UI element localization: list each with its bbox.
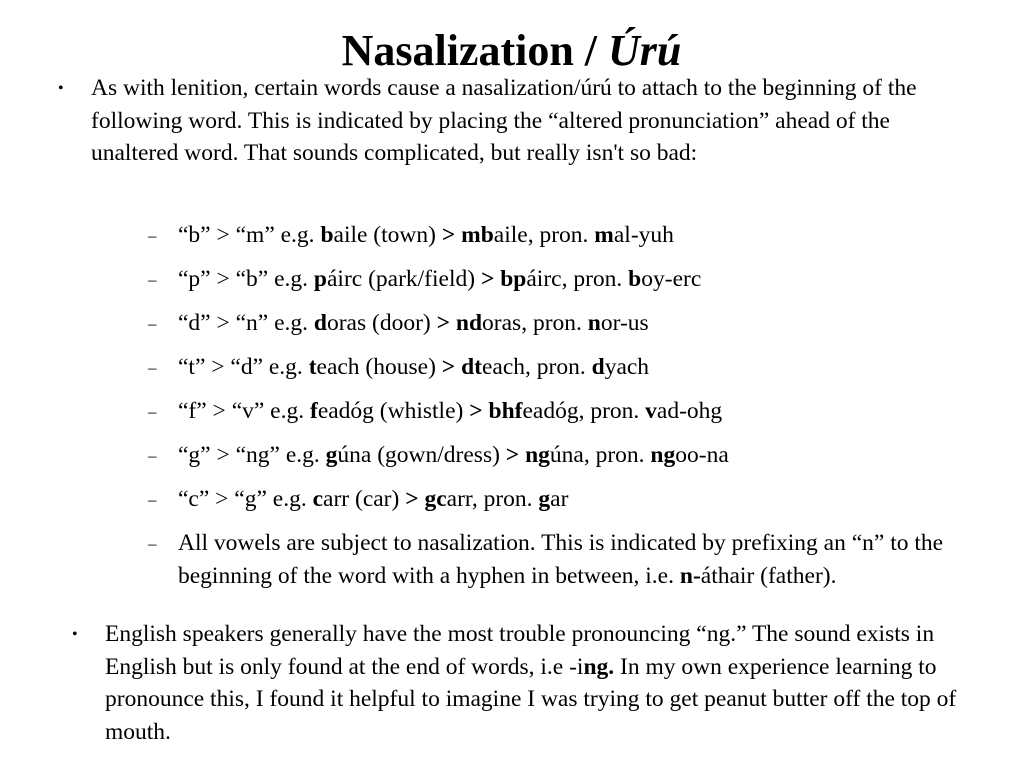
dash-marker: – (148, 490, 157, 509)
dash-marker: – (148, 314, 157, 333)
example-item (148, 439, 1008, 483)
dash-marker: – (148, 446, 157, 465)
dash-marker: – (148, 270, 157, 289)
example-text: “b” > “m” e.g. baile (town) > mbaile, pron. mal-yuh (178, 222, 674, 248)
dash-marker: – (148, 534, 157, 553)
bullet-english-speakers-text: English speakers generally have the most trouble pronouncing “ng.” The sound exists in English but is only found at the end of words, i.e -ing. In my own experience learning to pronounce this, I found it helpful to imagine I was trying to get peanut butter off the top of mouth. (105, 621, 957, 745)
title-main: Nasalization / (341, 26, 609, 75)
example-text: “p” > “b” e.g. páirc (park/field) > bpáirc, pron. boy-erc (178, 266, 702, 292)
dash-marker: – (148, 402, 157, 421)
example-text: “f” > “v” e.g. feadóg (whistle) > bhfeadóg, pron. vad-ohg (178, 398, 723, 424)
bullet-marker: • (72, 626, 78, 643)
vowels-text: All vowels are subject to nasalization. This is indicated by prefixing an “n” to the beginning of the word with a hyphen in between, i.e. n-áthair (father). (178, 530, 944, 589)
example-item (148, 307, 1008, 351)
example-item (148, 395, 1008, 439)
vowels-item (148, 527, 1008, 627)
example-text: “c” > “g” e.g. carr (car) > gcarr, pron. gar (178, 486, 569, 512)
dash-marker: – (148, 358, 157, 377)
example-text: “g” > “ng” e.g. gúna (gown/dress) > ngúna, pron. ngoo-na (178, 442, 729, 468)
example-item (148, 219, 1008, 263)
example-text: “d” > “n” e.g. doras (door) > ndoras, pron. nor-us (178, 310, 649, 336)
example-item (148, 263, 1008, 307)
nasalization-examples-list (148, 219, 1008, 627)
bullet-intro (58, 72, 958, 208)
bullet-english-speakers (72, 618, 972, 754)
example-text: “t” > “d” e.g. teach (house) > dteach, pron. dyach (178, 354, 650, 380)
bullet-marker: • (58, 80, 64, 97)
example-item (148, 483, 1008, 527)
bullet-intro-text: As with lenition, certain words cause a nasalization/úrú to attach to the beginning of the following word. This is indicated by placing the “altered pronunciation” ahead of the unaltered word. That sounds complicated, but really isn't so bad: (91, 75, 917, 166)
example-item (148, 351, 1008, 395)
title-irish: Úrú (608, 26, 682, 75)
dash-marker: – (148, 226, 157, 245)
